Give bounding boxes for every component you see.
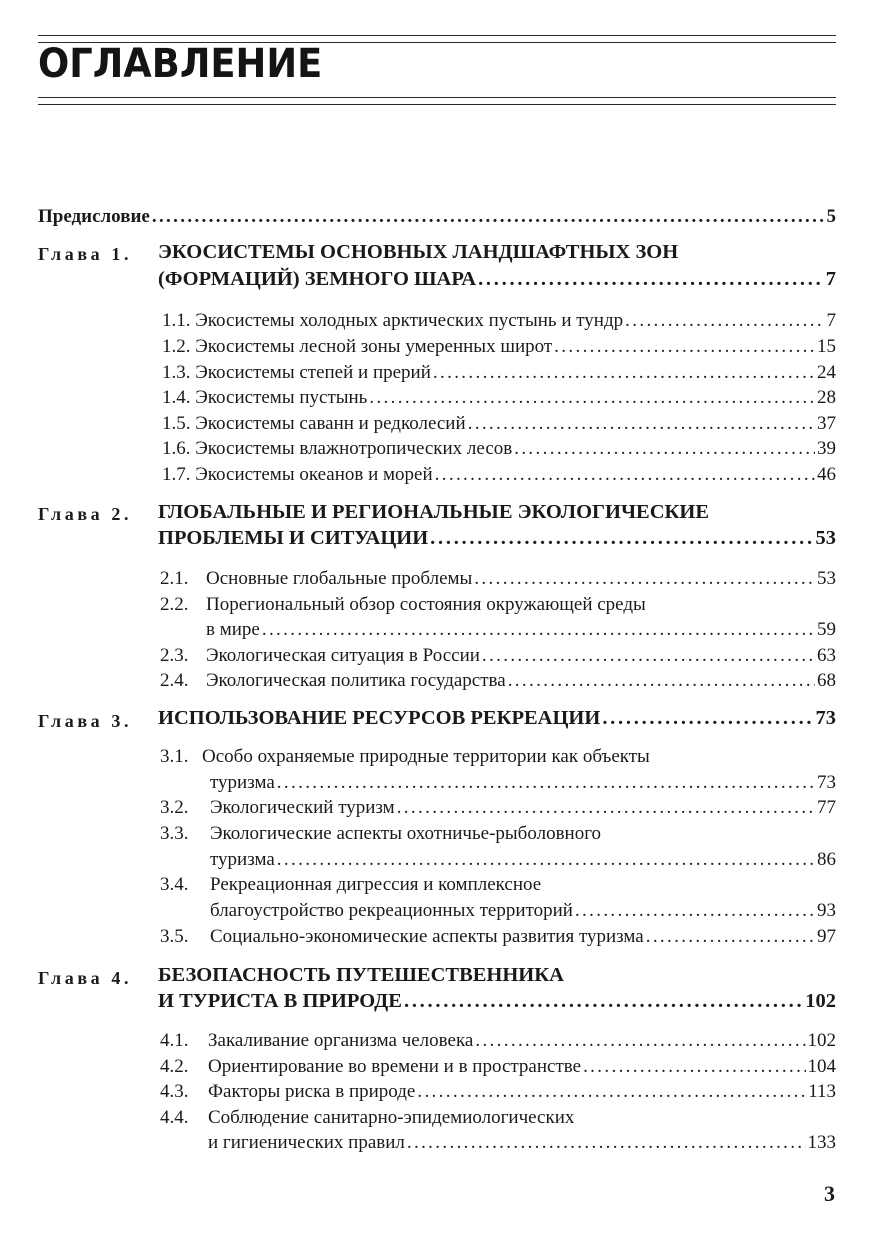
section-title-cont: туризма [210, 772, 275, 793]
chapter-2-title-line1[interactable]: ГЛОБАЛЬНЫЕ И РЕГИОНАЛЬНЫЕ ЭКОЛОГИЧЕСКИЕ [158, 501, 710, 523]
section-title: Экосистемы степей и прерий [195, 362, 431, 383]
toc-entry-4-4[interactable] [208, 1132, 836, 1154]
chapter-1-title-line1[interactable]: ЭКОСИСТЕМЫ ОСНОВНЫХ ЛАНДШАФТНЫХ ЗОН [158, 241, 679, 263]
leader-dots [646, 926, 815, 948]
toc-entry-4-2[interactable] [160, 1056, 836, 1078]
section-number: 1.5. [162, 413, 191, 434]
toc-entry-1-2[interactable] [162, 336, 836, 358]
toc-entry-3-2[interactable] [160, 797, 836, 819]
leader-dots [417, 1081, 806, 1103]
entry-page: 46 [817, 464, 836, 485]
entry-page: 53 [815, 527, 836, 549]
toc-entry-1-4[interactable] [162, 387, 836, 409]
toc-entry-chapter-1[interactable] [158, 268, 836, 291]
leader-dots [407, 1132, 806, 1154]
section-number: 3.3. [160, 823, 189, 844]
entry-page: 77 [817, 797, 836, 818]
toc-entry-3-1-line1[interactable] [160, 746, 650, 768]
section-number: 3.4. [160, 874, 189, 895]
entry-page: 133 [807, 1132, 836, 1153]
leader-dots [277, 849, 815, 871]
leader-dots [478, 268, 824, 291]
toc-entry-preface[interactable] [38, 206, 836, 228]
toc-entry-3-5[interactable] [160, 926, 836, 948]
section-number: 1.2. [162, 336, 191, 357]
section-title: Особо охраняемые природные территории как объекты [202, 746, 650, 767]
section-title: Основные глобальные проблемы [206, 568, 473, 589]
toc-entry-2-2-line1[interactable] [160, 594, 646, 616]
section-title: Социально-экономические аспекты развития туризма [210, 926, 644, 947]
section-number: 2.3. [160, 645, 189, 666]
section-number: 2.4. [160, 670, 189, 691]
chapter-4-title-line2: И ТУРИСТА В ПРИРОДЕ [158, 990, 402, 1012]
toc-entry-2-3[interactable] [160, 645, 836, 667]
entry-page: 97 [817, 926, 836, 947]
leader-dots [433, 362, 815, 384]
chapter-3-title: ИСПОЛЬЗОВАНИЕ РЕСУРСОВ РЕКРЕАЦИИ [158, 707, 601, 729]
toc-entry-chapter-2[interactable] [158, 527, 836, 550]
entry-page: 86 [817, 849, 836, 870]
entry-page: 63 [817, 645, 836, 666]
section-title: Экосистемы саванн и редколесий [195, 413, 466, 434]
toc-entry-4-4-line1[interactable] [160, 1107, 574, 1129]
page-number: 3 [824, 1181, 835, 1206]
toc-entry-1-3[interactable] [162, 362, 836, 384]
entry-page: 104 [807, 1056, 836, 1077]
entry-page: 15 [817, 336, 836, 357]
entry-page: 59 [817, 619, 836, 640]
section-title: Факторы риска в природе [208, 1081, 416, 1102]
entry-page: 102 [805, 990, 836, 1012]
section-title: Ориентирование во времени и в пространстве [208, 1056, 582, 1077]
leader-dots [583, 1056, 805, 1078]
chapter-1-title-line2: (ФОРМАЦИЙ) ЗЕМНОГО ШАРА [158, 268, 477, 290]
section-number: 1.1. [162, 310, 191, 331]
entry-page: 68 [817, 670, 836, 691]
chapter-4-title-line1[interactable]: БЕЗОПАСНОСТЬ ПУТЕШЕСТВЕННИКА [158, 964, 564, 986]
toc-entry-4-3[interactable] [160, 1081, 836, 1103]
entry-page: 73 [815, 707, 836, 729]
section-title-cont: благоустройство рекреационных территорий [210, 900, 573, 921]
section-title: Экологические аспекты охотничье-рыболовного [210, 823, 602, 844]
leader-dots [625, 310, 824, 332]
chapter-1-prefix: Глава 1. [38, 244, 133, 264]
toc-entry-3-3[interactable] [210, 849, 836, 871]
leader-dots [369, 387, 815, 409]
section-number: 1.6. [162, 438, 191, 459]
entry-page: 24 [817, 362, 836, 383]
toc-entry-3-3-line1[interactable] [160, 823, 601, 845]
section-title: Экологический туризм [210, 797, 395, 818]
leader-dots [262, 619, 815, 641]
entry-page: 28 [817, 387, 836, 408]
section-number: 1.4. [162, 387, 191, 408]
top-rule [38, 35, 836, 36]
section-number: 1.7. [162, 464, 191, 485]
bottom-rule [38, 97, 836, 98]
toc-entry-2-2[interactable] [206, 619, 836, 641]
leader-dots [435, 464, 815, 486]
leader-dots [404, 990, 803, 1013]
entry-page: 53 [817, 568, 836, 589]
section-title: Экологическая ситуация в России [206, 645, 480, 666]
leader-dots [508, 670, 815, 692]
toc-entry-1-1[interactable] [162, 310, 836, 332]
toc-entry-1-6[interactable] [162, 438, 836, 460]
toc-entry-4-1[interactable] [160, 1030, 836, 1052]
section-number: 3.1. [160, 746, 189, 767]
toc-entry-1-5[interactable] [162, 413, 836, 435]
section-title: Экологическая политика государства [206, 670, 506, 691]
leader-dots [397, 797, 815, 819]
section-title: Экосистемы лесной зоны умеренных широт [195, 336, 553, 357]
section-title-cont: туризма [210, 849, 275, 870]
section-title: Рекреационная дигрессия и комплексное [210, 874, 542, 895]
leader-dots [468, 413, 815, 435]
section-title: Соблюдение санитарно-эпидемиологических [208, 1107, 575, 1128]
entry-page: 5 [826, 206, 836, 227]
section-title: Экосистемы холодных арктических пустынь и тундр [195, 310, 624, 331]
chapter-3-prefix: Глава 3. [38, 711, 133, 731]
toc-entry-2-4[interactable] [160, 670, 836, 692]
leader-dots [514, 438, 815, 460]
page-title: ОГЛАВЛЕНИЕ [38, 41, 323, 87]
leader-dots [554, 336, 815, 358]
section-title: Закаливание организма человека [208, 1030, 474, 1051]
entry-page: 7 [825, 268, 836, 290]
section-title: Экосистемы океанов и морей [195, 464, 433, 485]
section-number: 3.2. [160, 797, 189, 818]
section-number: 2.2. [160, 594, 189, 615]
entry-page: 102 [807, 1030, 836, 1051]
section-title-cont: и гигиенических правил [208, 1132, 405, 1153]
chapter-2-title-line2: ПРОБЛЕМЫ И СИТУАЦИИ [158, 527, 429, 549]
entry-page: 113 [808, 1081, 836, 1102]
section-number: 4.4. [160, 1107, 189, 1128]
leader-dots [482, 645, 815, 667]
toc-entry-3-4[interactable] [210, 900, 836, 922]
section-title: Экосистемы пустынь [195, 387, 368, 408]
leader-dots [475, 1030, 805, 1052]
section-title-cont: в мире [206, 619, 260, 640]
leader-dots [277, 772, 815, 794]
toc-entry-2-1[interactable] [160, 568, 836, 590]
section-number: 4.1. [160, 1030, 189, 1051]
toc-entry-3-4-line1[interactable] [160, 874, 541, 896]
leader-dots [430, 527, 813, 550]
leader-dots [152, 206, 825, 228]
entry-page: 7 [826, 310, 836, 331]
section-title: Порегиональный обзор состояния окружающей среды [206, 594, 646, 615]
section-number: 4.3. [160, 1081, 189, 1102]
bottom-rule-2 [38, 104, 836, 105]
entry-page: 73 [817, 772, 836, 793]
entry-title: Предисловие [38, 206, 150, 227]
toc-entry-chapter-4[interactable] [158, 990, 836, 1013]
entry-page: 37 [817, 413, 836, 434]
section-number: 2.1. [160, 568, 189, 589]
entry-page: 39 [817, 438, 836, 459]
toc-entry-3-1[interactable] [210, 772, 836, 794]
leader-dots [474, 568, 815, 590]
toc-entry-1-7[interactable] [162, 464, 836, 486]
section-number: 1.3. [162, 362, 191, 383]
section-number: 3.5. [160, 926, 189, 947]
toc-entry-chapter-3[interactable] [158, 707, 836, 730]
leader-dots [575, 900, 815, 922]
entry-page: 93 [817, 900, 836, 921]
section-title: Экосистемы влажнотропических лесов [195, 438, 513, 459]
chapter-2-prefix: Глава 2. [38, 504, 133, 524]
section-number: 4.2. [160, 1056, 189, 1077]
chapter-4-prefix: Глава 4. [38, 968, 133, 988]
leader-dots [602, 707, 813, 730]
